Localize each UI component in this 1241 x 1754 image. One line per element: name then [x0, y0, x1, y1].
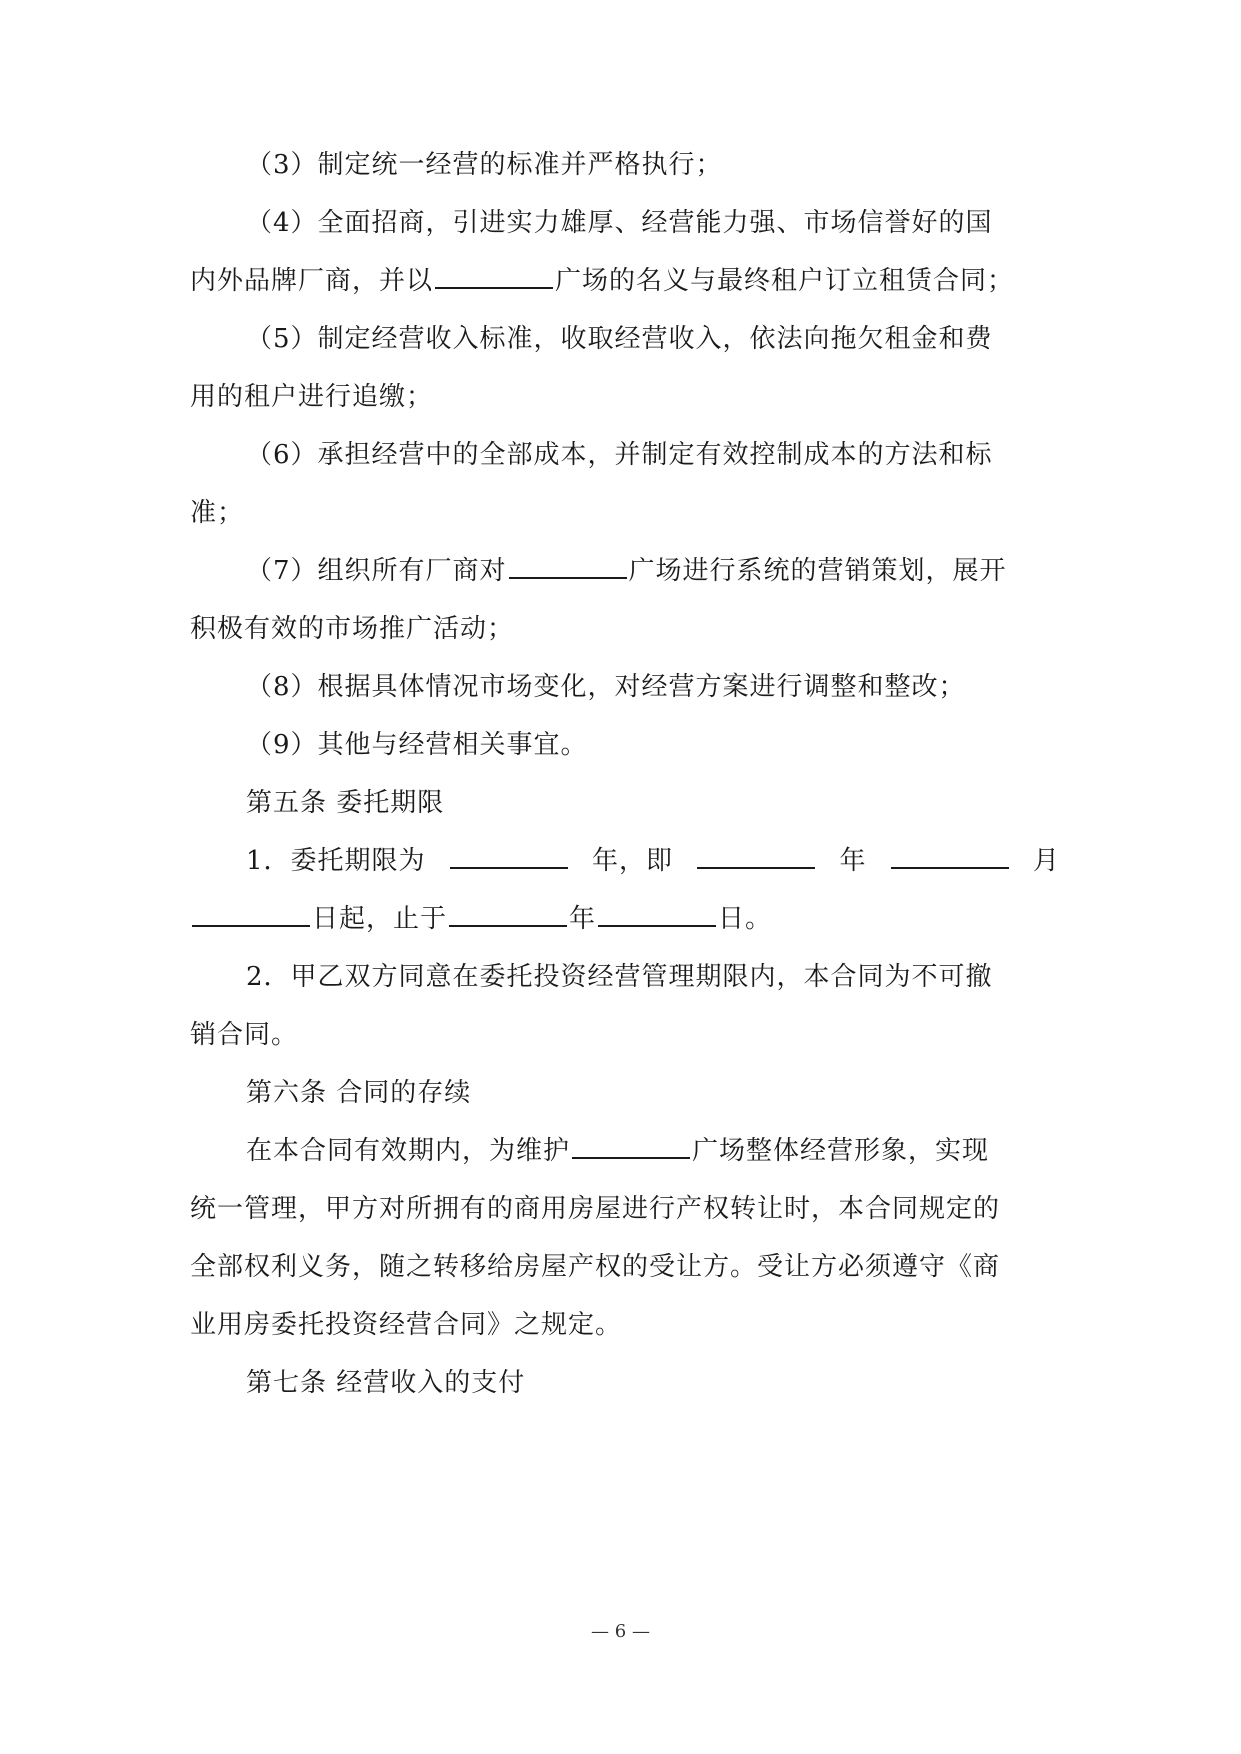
clause-item-7-line1 [246, 551, 1060, 591]
clause-item-3: （3）制定统一经营的标准并严格执行； [246, 150, 723, 180]
article-5-para1-line2 [190, 899, 1060, 939]
article-6-text-post: 广场整体经营形象，实现 [692, 1136, 990, 1166]
article-5-text-c: 年 [839, 846, 867, 876]
clause-item-5-line1: （5）制定经营收入标准，收取经营收入，依法向拖欠租金和费 [246, 324, 993, 354]
article-5-text-g: 日。 [718, 904, 773, 934]
page-number: — 6 — [591, 1621, 650, 1642]
clause-item-7-text-pre: （7）组织所有厂商对 [246, 556, 507, 586]
article-6-line4: 业用房委托投资经营合同》之规定。 [190, 1310, 623, 1340]
clause-item-8: （8）根据具体情况市场变化，对经营方案进行调整和整改； [246, 672, 966, 702]
article-6-heading: 第六条 合同的存续 [246, 1078, 472, 1108]
fill-in-blank [192, 899, 310, 927]
clause-item-4-line2 [190, 261, 1060, 301]
article-5-para2-line2: 销合同。 [190, 1020, 299, 1050]
article-5-text-b: 年，即 [592, 846, 674, 876]
fill-in-blank [509, 551, 627, 579]
clause-item-6-line1: （6）承担经营中的全部成本，并制定有效控制成本的方法和标 [246, 440, 993, 470]
clause-item-7-line2: 积极有效的市场推广活动； [190, 614, 515, 644]
clause-item-4-text-post: 广场的名义与最终租户订立租赁合同； [555, 266, 1015, 296]
fill-in-blank [449, 899, 567, 927]
clause-item-5-line2: 用的租户进行追缴； [190, 382, 434, 412]
fill-in-blank [598, 899, 716, 927]
fill-in-blank [891, 841, 1009, 869]
article-5-text-f: 年 [569, 904, 597, 934]
article-7-heading: 第七条 经营收入的支付 [246, 1368, 526, 1398]
clause-item-4-text-pre: 内外品牌厂商，并以 [190, 266, 434, 296]
article-5-text-a: 1．委托期限为 [246, 846, 426, 876]
fill-in-blank [697, 841, 815, 869]
article-5-heading: 第五条 委托期限 [246, 788, 445, 818]
fill-in-blank [572, 1131, 690, 1159]
article-6-line1 [246, 1131, 1060, 1171]
clause-item-4-line1: （4）全面招商，引进实力雄厚、经营能力强、市场信誉好的国 [246, 208, 993, 238]
article-5-para1-line1 [246, 841, 1060, 881]
clause-item-6-line2: 准； [190, 498, 245, 528]
fill-in-blank [450, 841, 568, 869]
fill-in-blank [435, 261, 553, 289]
article-6-text-pre: 在本合同有效期内，为维护 [246, 1136, 571, 1166]
article-6-line3: 全部权利义务，随之转移给房屋产权的受让方。受让方必须遵守《商 [190, 1252, 1001, 1282]
article-5-para2-line1: 2．甲乙双方同意在委托投资经营管理期限内，本合同为不可撤 [246, 962, 993, 992]
clause-item-7-text-post: 广场进行系统的营销策划，展开 [628, 556, 1007, 586]
clause-item-9: （9）其他与经营相关事宜。 [246, 730, 588, 760]
article-5-text-e: 日起，止于 [312, 904, 448, 934]
article-5-text-d: 月 [1032, 846, 1060, 876]
article-6-line2: 统一管理，甲方对所拥有的商用房屋进行产权转让时，本合同规定的 [190, 1194, 1001, 1224]
